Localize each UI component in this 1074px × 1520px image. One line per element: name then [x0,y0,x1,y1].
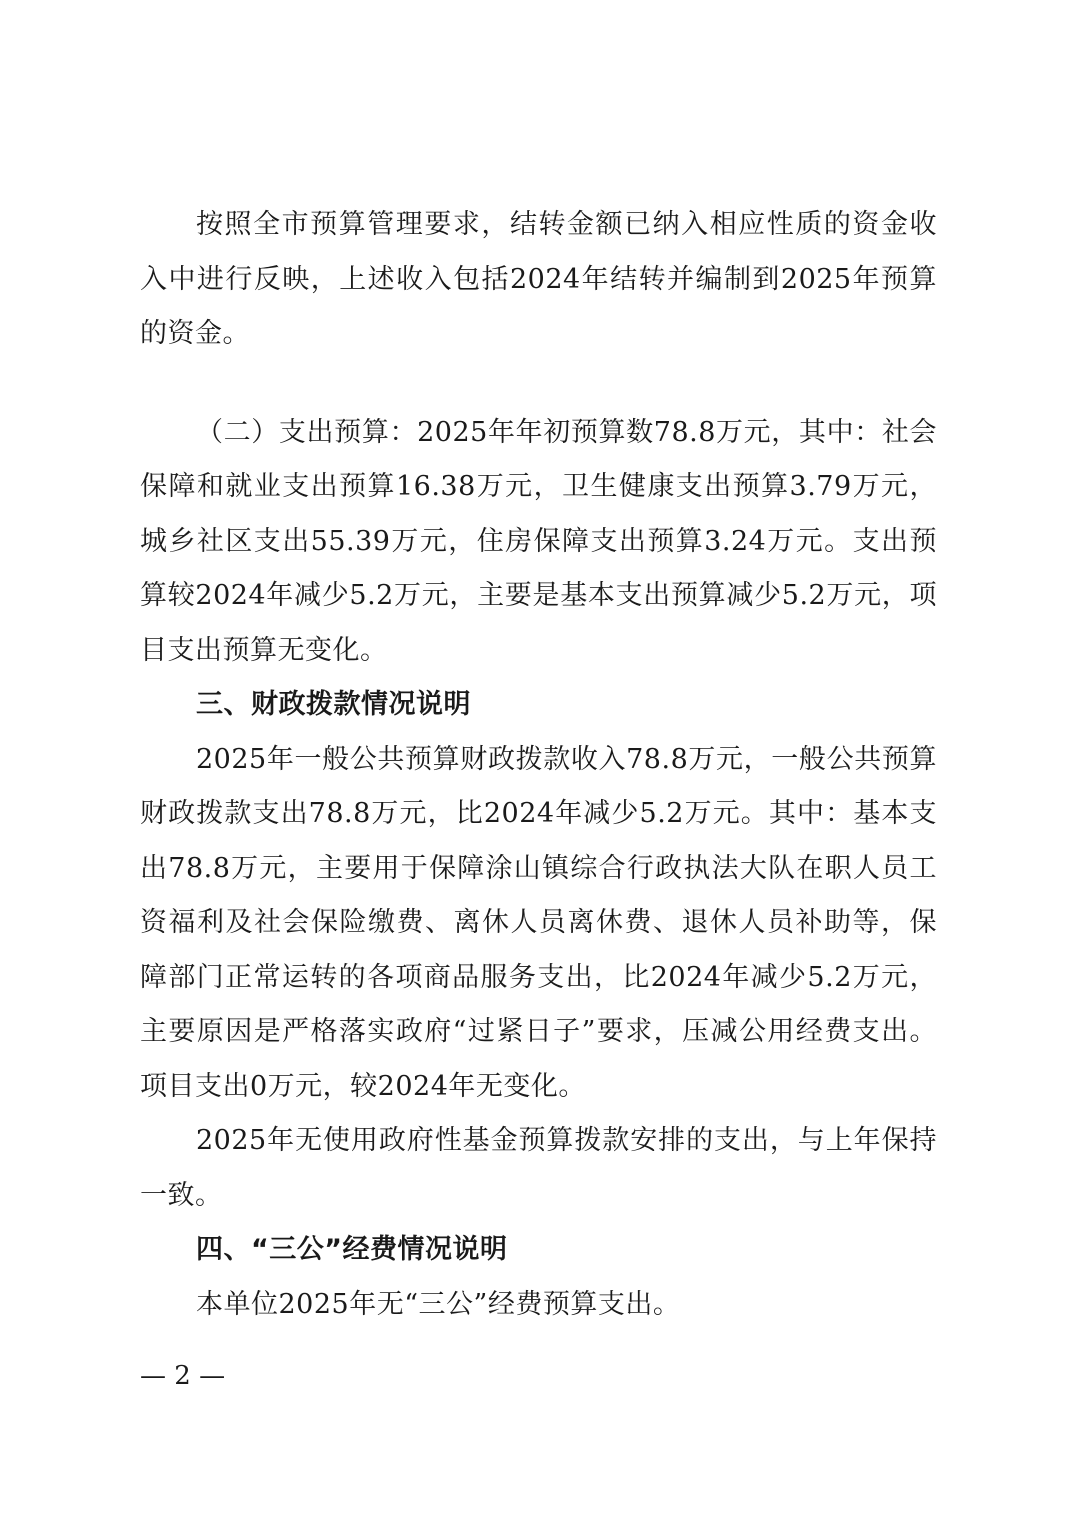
section-heading-fiscal-appropriation: 三、财政拨款情况说明 [196,689,471,720]
paragraph-three-public-expenses: 本单位2025年无“三公”经费预算支出。 [196,1288,681,1320]
paragraph-expenditure-budget: （二）支出预算：2025年年初预算数78.8万元，其中：社会保障和就业支出预算16.38万元，卫生健康支出预算3.79万元，城乡社区支出55.39万元，住房保障支出预算3.24万元。支出预算较2024年减少5.2万元，主要是基本支出预算减少5.2万元，项目支出预算无变化。 [140,416,937,666]
paragraph-carryover-funds: 按照全市预算管理要求，结转金额已纳入相应性质的资金收入中进行反映，上述收入包括2024年结转并编制到2025年预算的资金。 [140,209,937,349]
document-body [140,198,937,1332]
section-heading-three-public-expenses: 四、“三公”经费情况说明 [196,1234,508,1265]
paragraph-gap [140,362,937,406]
page-number: — 2 — [140,1361,226,1391]
paragraph-government-fund-budget: 2025年无使用政府性基金预算拨款安排的支出，与上年保持一致。 [140,1125,937,1211]
paragraph-general-public-budget: 2025年一般公共预算财政拨款收入78.8万元，一般公共预算财政拨款支出78.8万元，比2024年减少5.2万元。其中：基本支出78.8万元，主要用于保障涂山镇综合行政执法大队在职人员工资福利及社会保险缴费、离休人员离休费、退休人员补助等，保障部门正常运转的各项商品服务支出，比2024年减少5.2万元，主要原因是严格落实政府“过紧日子”要求，压减公用经费支出。项目支出0万元，较2024年无变化。 [140,743,937,1102]
